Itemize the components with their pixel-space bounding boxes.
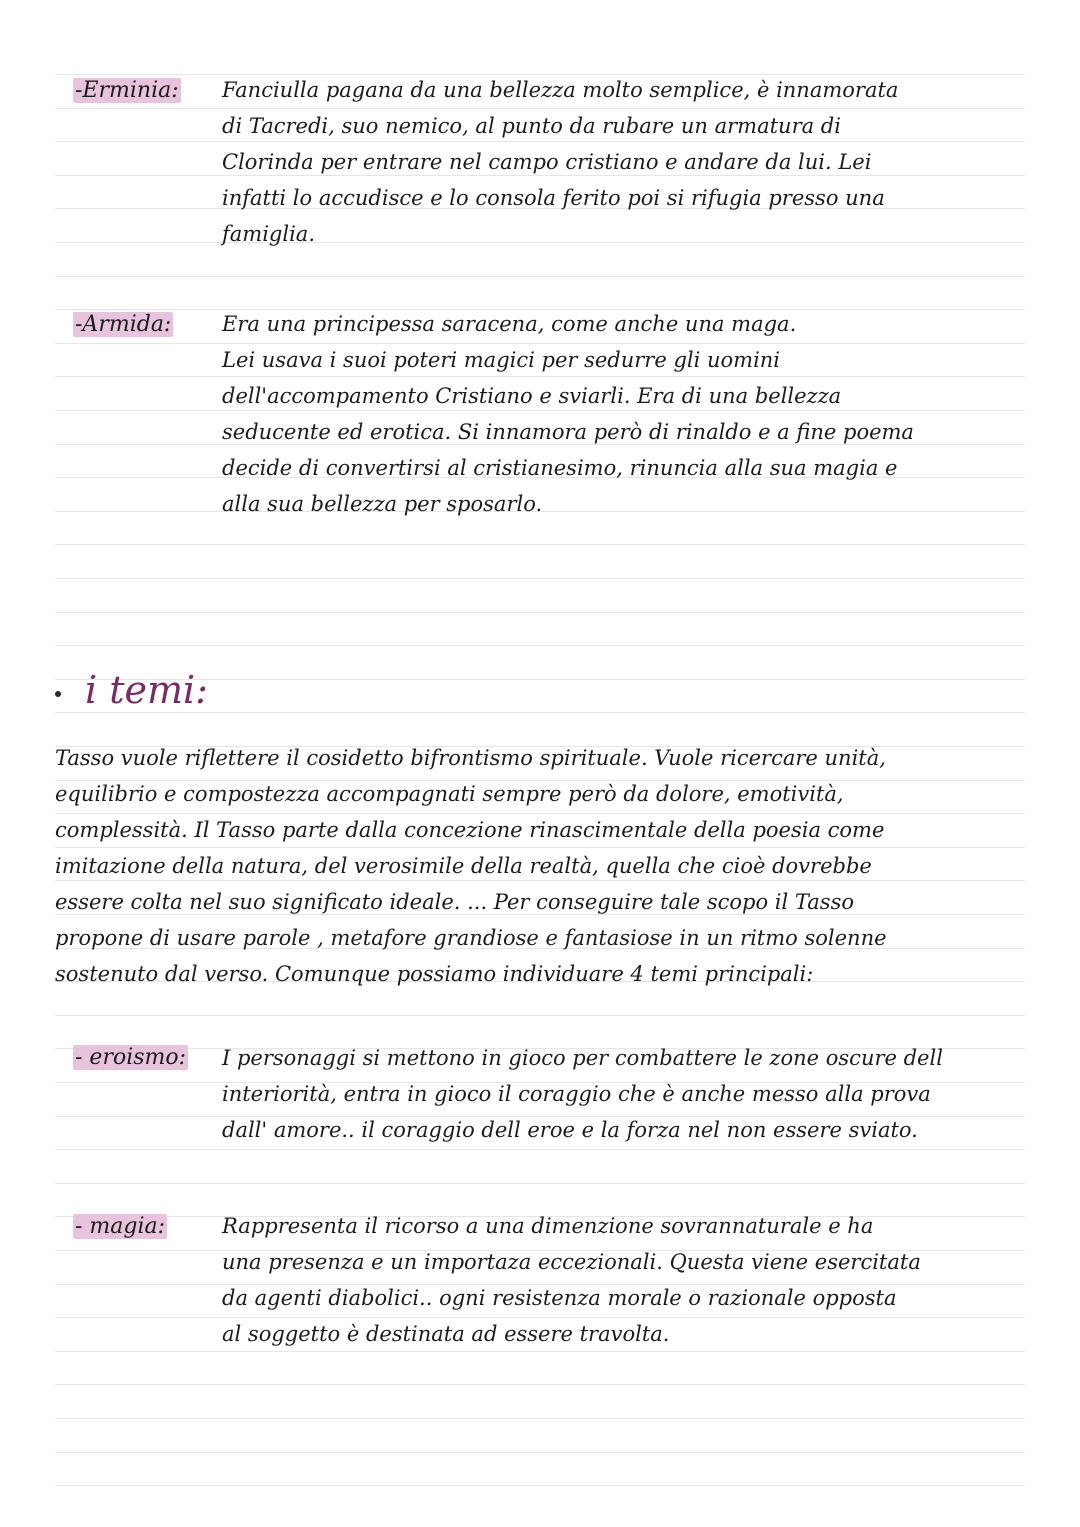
ruled-line bbox=[55, 1183, 1025, 1184]
character-label-erminia bbox=[70, 76, 184, 106]
text-line: dell'accompamento Cristiano e sviarli. Era di una bellezza bbox=[222, 384, 842, 408]
section-paragraph bbox=[55, 740, 887, 992]
text-line: Clorinda per entrare nel campo cristiano e andare da lui. Lei bbox=[222, 150, 872, 174]
ruled-line bbox=[55, 1452, 1025, 1453]
character-label-armida bbox=[70, 310, 176, 340]
text-line: complessità. Il Tasso parte dalla concezione rinascimentale della poesia come bbox=[55, 818, 885, 842]
text-line: essere colta nel suo significato ideale. ... Per conseguire tale scopo il Tasso bbox=[55, 890, 855, 914]
text-line: interiorità, entra in gioco il coraggio che è anche messo alla prova bbox=[222, 1082, 931, 1106]
text-line: famiglia. bbox=[222, 222, 315, 246]
text-line: imitazione della natura, del verosimile della realtà, quella che cioè dovrebbe bbox=[55, 854, 872, 878]
text-line: Tasso vuole riflettere il cosidetto bifrontismo spirituale. Vuole ricercare unità, bbox=[55, 746, 886, 770]
text-line: una presenza e un importaza eccezionali. Questa viene esercitata bbox=[222, 1250, 921, 1274]
text-line: Rappresenta il ricorso a una dimenzione sovrannaturale e ha bbox=[222, 1214, 874, 1238]
ruled-line bbox=[55, 544, 1025, 545]
label-highlight: - eroismo: bbox=[75, 1045, 187, 1070]
ruled-line bbox=[55, 645, 1025, 646]
text-line: al soggetto è destinata ad essere travolta. bbox=[222, 1322, 670, 1346]
label-highlight: -Erminia: bbox=[75, 78, 179, 103]
text-line: da agenti diabolici.. ogni resistenza morale o razionale opposta bbox=[222, 1286, 897, 1310]
text-line: I personaggi si mettono in gioco per combattere le zone oscure dell bbox=[222, 1046, 943, 1070]
text-line: infatti lo accudisce e lo consola ferito poi si rifugia presso una bbox=[222, 186, 885, 210]
ruled-line bbox=[55, 612, 1025, 613]
section-heading bbox=[55, 668, 208, 712]
text-line: alla sua bellezza per sposarlo. bbox=[222, 492, 543, 516]
ruled-line bbox=[55, 1384, 1025, 1385]
theme-description-eroismo bbox=[222, 1040, 943, 1148]
theme-label-magia bbox=[70, 1212, 170, 1242]
ruled-line bbox=[55, 1485, 1025, 1486]
text-line: decide di convertirsi al cristianesimo, rinuncia alla sua magia e bbox=[222, 456, 898, 480]
text-line: equilibrio e compostezza accompagnati sempre però da dolore, emotività, bbox=[55, 782, 844, 806]
text-line: Fanciulla pagana da una bellezza molto semplice, è innamorata bbox=[222, 78, 899, 102]
character-description-erminia bbox=[222, 72, 898, 252]
text-line: di Tacredi, suo nemico, al punto da rubare un armatura di bbox=[222, 114, 841, 138]
character-description-armida bbox=[222, 306, 914, 522]
label-highlight: -Armida: bbox=[75, 312, 172, 337]
ruled-line bbox=[55, 276, 1025, 277]
label-highlight: - magia: bbox=[75, 1214, 166, 1239]
ruled-line bbox=[55, 712, 1025, 713]
text-line: seducente ed erotica. Si innamora però di rinaldo e a fine poema bbox=[222, 420, 914, 444]
ruled-line bbox=[55, 1149, 1025, 1150]
text-line: Lei usava i suoi poteri magici per sedurre gli uomini bbox=[222, 348, 781, 372]
text-line: Era una principessa saracena, come anche una maga. bbox=[222, 312, 797, 336]
text-line: propone di usare parole , metafore grandiose e fantasiose in un ritmo solenne bbox=[55, 926, 887, 950]
section-heading-text: i temi: bbox=[85, 668, 208, 712]
text-line: sostenuto dal verso. Comunque possiamo individuare 4 temi principali: bbox=[55, 962, 814, 986]
ruled-line bbox=[55, 1015, 1025, 1016]
ruled-line bbox=[55, 578, 1025, 579]
bullet-dot bbox=[55, 691, 61, 697]
ruled-line bbox=[55, 1418, 1025, 1419]
theme-label-eroismo bbox=[70, 1043, 191, 1073]
text-line: dall' amore.. il coraggio dell eroe e la forza nel non essere sviato. bbox=[222, 1118, 918, 1142]
theme-description-magia bbox=[222, 1208, 921, 1352]
